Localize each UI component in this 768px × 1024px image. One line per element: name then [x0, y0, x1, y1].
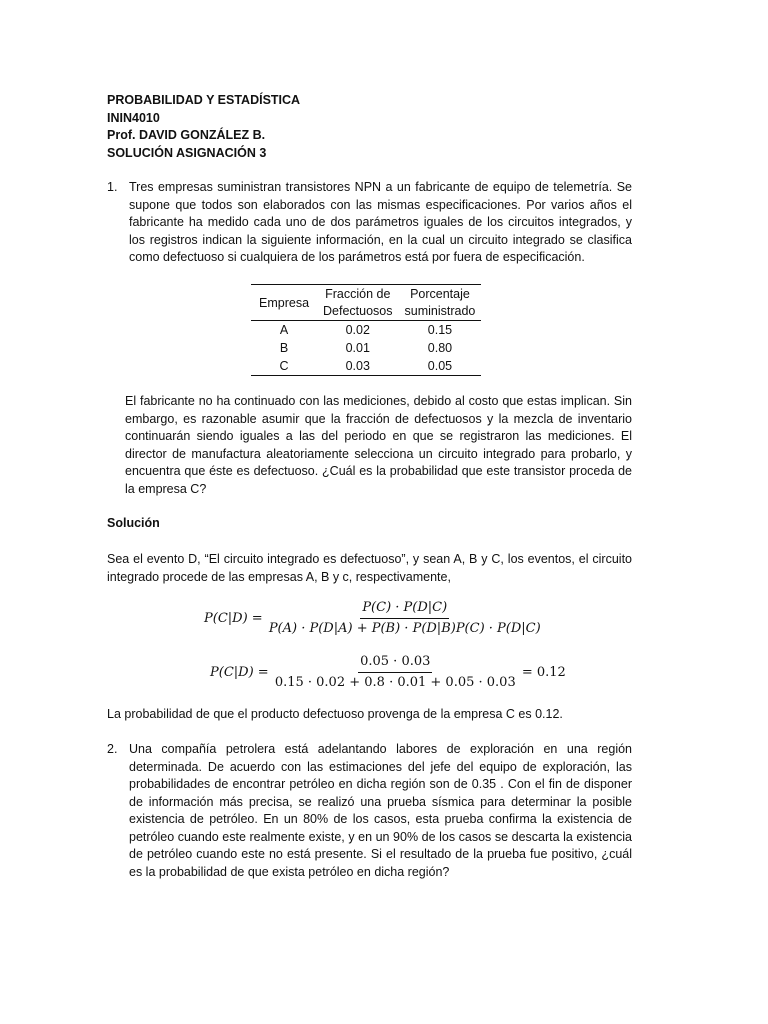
- table-cell-empresa: B: [279, 341, 289, 355]
- table-header-porcentaje-2: suministrado: [399, 303, 482, 321]
- formula-2-numerator: 0.05 · 0.03: [358, 654, 432, 673]
- formula-1-numerator: P(C) · P(D|C): [360, 600, 449, 619]
- problem-2-text: Una compañía petrolera está adelantando labores de exploración en una región determinada. De acuerdo con las estimaciones del jefe del equipo de exploración, las probabilidades de encontrar petróleo en dicha región son de 0.35 . Con el fin de disponer de información más precisa, se realizó una prueba sísmica para determinar la posible existencia de petróleo. En un 80% de los casos, esta prueba confirma la existencia de petróleo cuando este realmente existe, y en un 90% de los casos se descarta la existencia de petróleo cuando este no está presente. Si el resultado de la prueba fue positivo, ¿cuál es la probabilidad de que exista petróleo en dicha región?: [129, 742, 632, 879]
- table-cell-porcentaje: 0.15: [427, 323, 453, 337]
- problem-1: [107, 179, 632, 267]
- table-row: [251, 339, 481, 357]
- table-cell-porcentaje: 0.05: [399, 357, 482, 376]
- formula-2-fraction: [273, 654, 518, 691]
- formula-2-lhs: P(C|D) =: [210, 665, 269, 680]
- course-title: PROBABILIDAD Y ESTADÍSTICA: [107, 93, 301, 107]
- problem-2-number: 2.: [107, 742, 118, 756]
- table-cell-porcentaje: 0.80: [427, 341, 453, 355]
- formula-1-fraction: [267, 600, 543, 637]
- formula-bayes-numeric: [210, 654, 566, 691]
- formula-2-result: = 0.12: [521, 665, 566, 680]
- table-header-porcentaje-1: Porcentaje: [399, 285, 482, 304]
- problem-1-followup: El fabricante no ha continuado con las mediciones, debido al costo que estas implican. Sin embargo, es razonable asumir que la fracción de defectuosos y la mezcla de inventario continuarán siendo iguales a las del periodo en que se registraron las mediciones. El director de manufactura aleatoriamente selecciona un circuito integrado para probarlo, y encuentra que éste es defectuoso. ¿Cuál es la probabilidad que este transistor proceda de la empresa C?: [125, 394, 632, 496]
- problem-1-text: Tres empresas suministran transistores NPN a un fabricante de equipo de telemetría. Se supone que todos son elaborados con las mismas especificaciones. Por varios años el fabricante ha medido cada uno de dos parámetros iguales de los circuitos integrados, y los registros indican la siguiente información, en la cual un circuito integrado se clasifica como defectuoso si cualquiera de los parámetros está por fuera de especificación.: [129, 180, 632, 264]
- table-row: [251, 321, 481, 340]
- solution-conclusion: La probabilidad de que el producto defectuoso provenga de la empresa C es 0.12.: [107, 707, 563, 721]
- table-header-fraccion-2: Defectuosos: [317, 303, 398, 321]
- table-row: [251, 357, 481, 376]
- table-cell-empresa: C: [251, 357, 317, 376]
- assignment-title: SOLUCIÓN ASIGNACIÓN 3: [107, 145, 267, 160]
- formula-bayes-general: [204, 600, 543, 637]
- table-cell-fraccion: 0.01: [345, 341, 370, 355]
- document-header: [107, 92, 300, 162]
- course-code: ININ4010: [107, 110, 160, 125]
- table-header-empresa: Empresa: [251, 285, 317, 321]
- solution-heading: Solución: [107, 516, 160, 530]
- table-cell-empresa: A: [279, 323, 289, 337]
- table-header-fraccion-1: Fracción de: [317, 285, 398, 304]
- formula-1-denominator: P(A) · P(D|A) + P(B) · P(D|B)P(C) · P(D|C): [268, 621, 541, 636]
- table-cell-fraccion: 0.02: [345, 323, 370, 337]
- formula-2-denominator: 0.15 · 0.02 + 0.8 · 0.01 + 0.05 · 0.03: [274, 675, 516, 690]
- professor-name: Prof. DAVID GONZÁLEZ B.: [107, 128, 266, 142]
- table-cell-fraccion: 0.03: [317, 357, 398, 376]
- problem-2: [107, 741, 632, 881]
- formula-1-lhs: P(C|D) =: [204, 611, 263, 626]
- solution-intro: Sea el evento D, “El circuito integrado es defectuoso”, y sean A, B y C, los eventos, el circuito integrado procede de las empresas A, B y c, respectivamente,: [107, 552, 632, 584]
- problem-1-number: 1.: [107, 180, 118, 194]
- defect-table: [251, 284, 481, 376]
